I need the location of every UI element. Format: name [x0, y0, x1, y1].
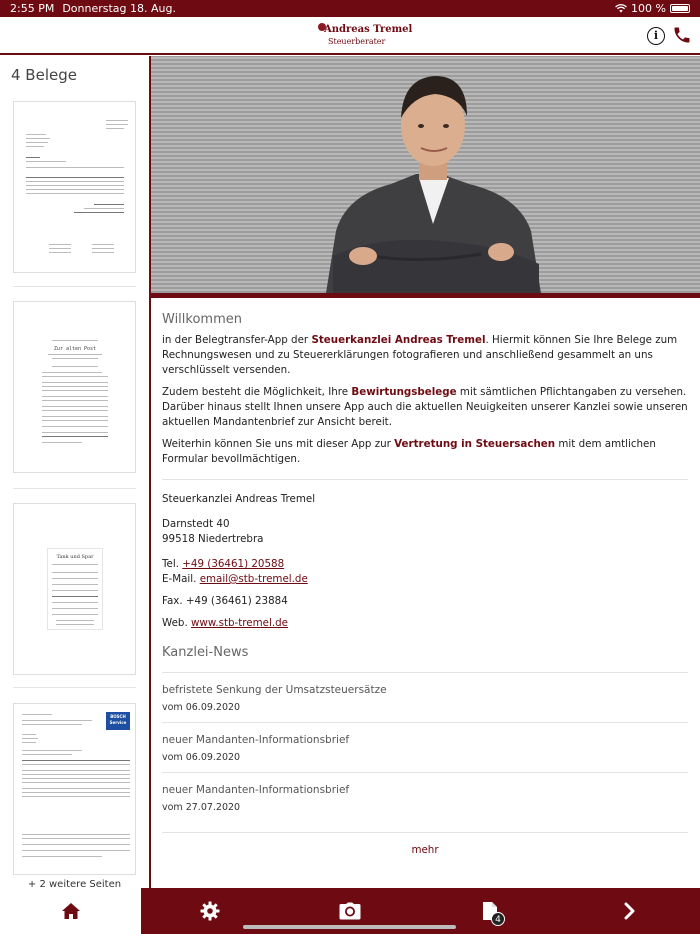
news-date: vom 06.09.2020 [162, 752, 241, 763]
text: Weiterhin können Sie uns mit dieser App zur [162, 438, 395, 450]
news-title: befristete Senkung der Umsatzsteuersätze [162, 684, 387, 696]
text: Zudem besteht die Möglichkeit, Ihre [162, 386, 352, 398]
news-date: vom 27.07.2020 [162, 802, 241, 813]
home-indicator[interactable] [243, 925, 456, 929]
documents-count-badge: 4 [491, 912, 505, 926]
news-item[interactable] [162, 772, 688, 822]
news-title: neuer Mandanten-Informationsbrief [162, 784, 350, 796]
welcome-paragraph-1 [162, 333, 688, 378]
thumbnail-separator [13, 286, 136, 287]
news-item[interactable] [162, 722, 688, 772]
receipt-thumbnail-3[interactable] [13, 503, 136, 675]
contact-phone-email [162, 557, 688, 587]
contact-street: Darnstedt 40 [162, 518, 230, 530]
status-time: 2:55 PM [10, 2, 55, 15]
text: in der Belegtransfer-App der [162, 334, 312, 346]
text: . Hiermit können Sie Ihre Belege zum Rechnungswesen und zu Steuererklärungen fotografieren und anschließend gesammelt an uns verschlüsselt versenden. [162, 334, 678, 376]
text: mit dem amtlichen Formular bevollmächtigen. [162, 438, 656, 465]
receipt-2-title: Zur alten Post [53, 346, 97, 352]
text: mit sämtlichen Pflichtangaben zu versehen. Darüber hinaus stellt Ihnen unsere App auch die aktuellen Neuigkeiten unserer Kanzlei sowie unseren aktuellen Mandantenbrief zur Ansicht bereit. [162, 386, 688, 428]
status-bar [0, 0, 700, 17]
welcome-paragraph-3 [162, 437, 688, 467]
thumbnail-separator [13, 488, 136, 489]
logo [318, 21, 413, 51]
camera-icon [339, 902, 361, 920]
vertretung-highlight: Vertretung in Steuersachen [394, 438, 556, 450]
more-pages-label: + 2 weitere Seiten [27, 879, 122, 888]
news-item[interactable] [162, 672, 688, 722]
app-header [0, 17, 700, 55]
tab-home[interactable] [0, 888, 141, 934]
receipts-sidebar [0, 56, 149, 888]
phone-link[interactable]: +49 (36461) 20588 [182, 558, 285, 570]
main-content [151, 298, 700, 888]
email-link[interactable]: email@stb-tremel.de [199, 573, 308, 585]
thumbnail-separator [13, 687, 136, 688]
receipts-count-title: 4 Belege [11, 66, 77, 84]
firm-name-highlight: Steuerkanzlei Andreas Tremel [311, 334, 486, 346]
battery-icon [670, 4, 690, 13]
hero-image [151, 56, 700, 293]
news-date: vom 06.09.2020 [162, 702, 241, 713]
tab-settings[interactable] [180, 888, 240, 934]
receipt-4-title: BOSCH Service [109, 714, 127, 725]
news-heading: Kanzlei-News [162, 645, 249, 660]
wifi-icon [615, 4, 627, 13]
tab-next[interactable] [600, 888, 660, 934]
news-title: neuer Mandanten-Informationsbrief [162, 734, 350, 746]
portrait-photo [151, 56, 700, 293]
website-link[interactable]: www.stb-tremel.de [191, 617, 288, 629]
status-date: Donnerstag 18. Aug. [62, 2, 176, 15]
receipt-4-logo [106, 712, 130, 730]
tab-documents[interactable] [460, 888, 520, 934]
welcome-heading: Willkommen [162, 312, 242, 327]
phone-icon[interactable] [672, 25, 692, 45]
battery-percent: 100 % [631, 2, 666, 15]
home-icon [61, 902, 81, 920]
email-label: E-Mail. [162, 573, 200, 585]
web-label: Web. [162, 617, 191, 629]
receipt-thumbnail-2[interactable] [13, 301, 136, 473]
logo-subtitle: Steuerberater [328, 37, 386, 46]
contact-web-row [162, 616, 688, 631]
contact-city: 99518 Niedertrebra [162, 533, 264, 545]
section-divider [162, 479, 688, 480]
receipt-3-title: Tank und Spar [56, 554, 94, 560]
contact-fax: Fax. +49 (36461) 23884 [162, 595, 288, 607]
contact-name: Steuerkanzlei Andreas Tremel [162, 493, 316, 505]
bewirtungsbelege-highlight: Bewirtungsbelege [351, 386, 457, 398]
news-more-link[interactable]: mehr [162, 832, 688, 858]
receipt-thumbnail-4[interactable] [13, 703, 136, 875]
logo-name: Andreas Tremel [324, 24, 413, 35]
contact-email-row [162, 572, 688, 587]
phone-label: Tel. [162, 558, 183, 570]
contact-phone-row [162, 557, 688, 572]
status-right [615, 2, 690, 15]
receipt-thumbnail-1[interactable] [13, 101, 136, 273]
welcome-paragraph-2 [162, 385, 688, 430]
gear-icon [200, 901, 220, 921]
chevron-right-icon [624, 902, 636, 920]
info-icon[interactable]: i [647, 27, 665, 45]
contact-address [162, 517, 688, 547]
